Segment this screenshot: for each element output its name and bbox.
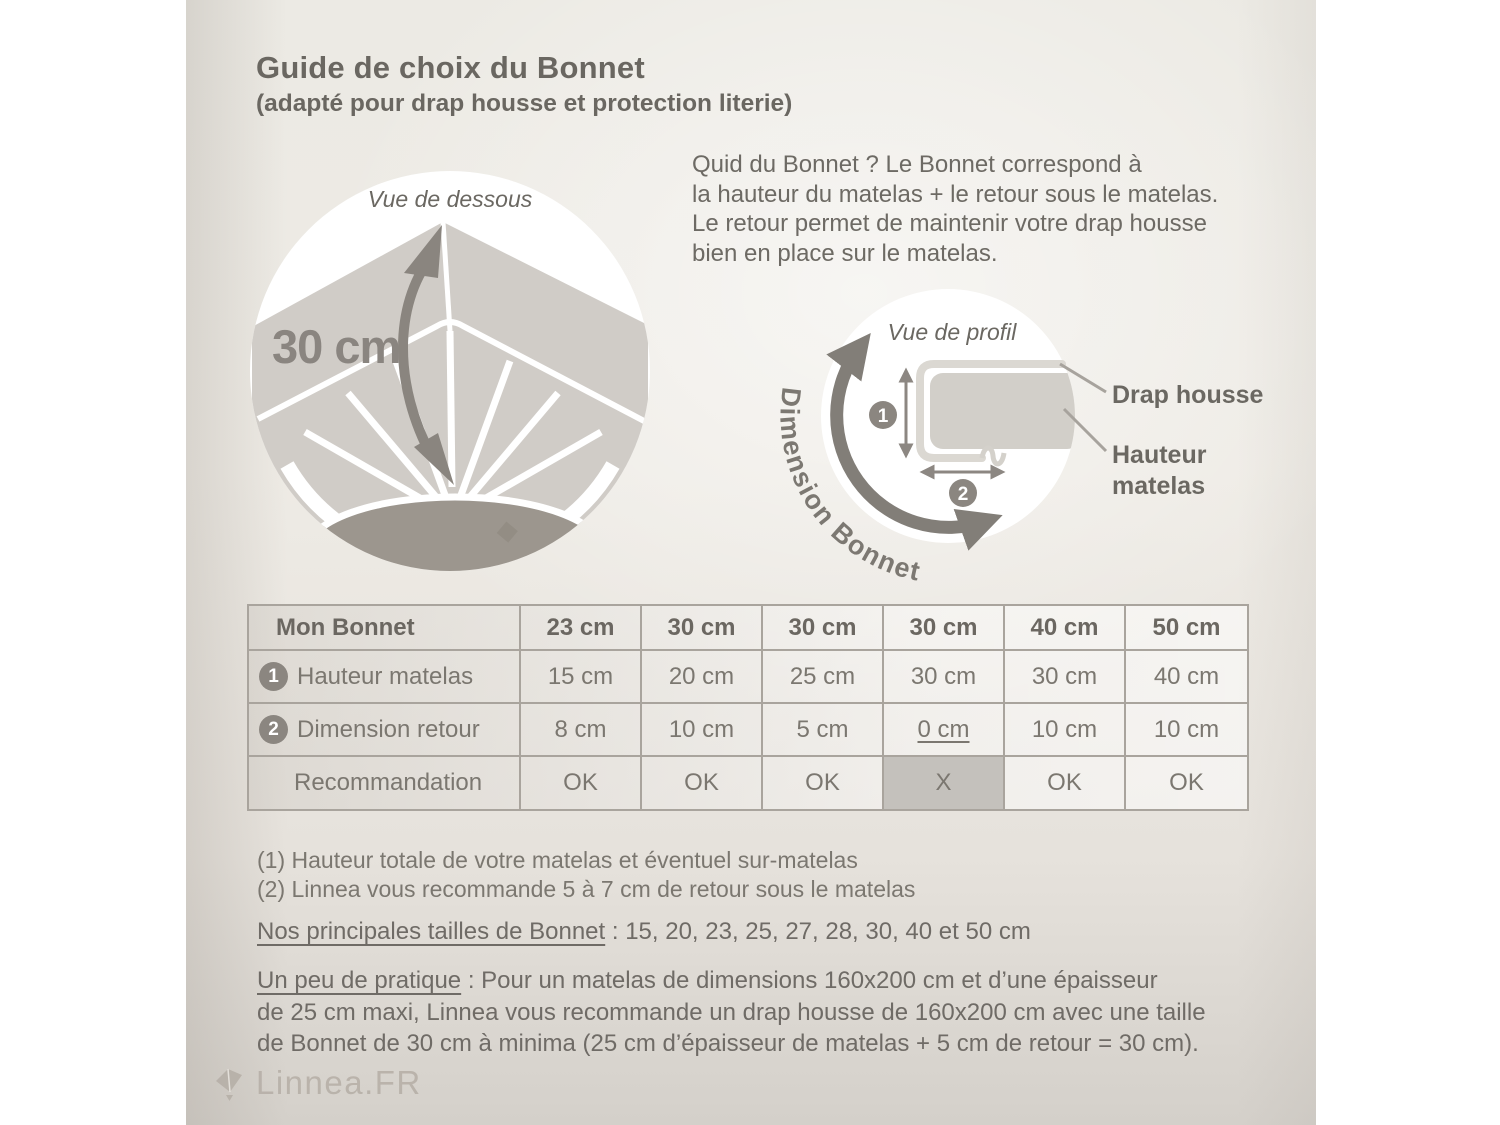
table-cell: 10 cm: [1005, 704, 1126, 757]
table-cell: OK: [642, 757, 763, 809]
marker-1-label: 1: [877, 406, 889, 427]
footnote-1: (1) Hauteur totale de votre matelas et éventuel sur-matelas: [257, 847, 858, 873]
mattress-profile: [930, 373, 1080, 449]
practice-heading: Un peu de pratique: [257, 967, 462, 994]
marker-2-label: 2: [957, 484, 969, 505]
table-cell: OK: [1005, 757, 1126, 809]
table-cell: OK: [521, 757, 642, 809]
table-header-cell: 23 cm: [521, 606, 642, 651]
table-cell: 25 cm: [763, 651, 884, 704]
content-panel: [186, 0, 1316, 1125]
table-cell: 5 cm: [763, 704, 884, 757]
row-label-dimension-retour: 2 Dimension retour: [249, 704, 521, 757]
table-header-cell: 50 cm: [1126, 606, 1247, 651]
intro-line: Le retour permet de maintenir votre drap housse: [692, 210, 1207, 237]
page-title: Guide de choix du Bonnet: [256, 50, 645, 85]
bonnet-sizes-heading: Nos principales tailles de Bonnet: [257, 918, 606, 945]
table-cell: OK: [763, 757, 884, 809]
bonnet-measurement-value: 30 cm: [272, 320, 401, 373]
linnea-diamond-icon: [214, 1065, 246, 1101]
table-header-cell: 30 cm: [763, 606, 884, 651]
row-label-hauteur-matelas: 1 Hauteur matelas: [249, 651, 521, 704]
intro-line: Quid du Bonnet ? Le Bonnet correspond à: [692, 151, 1142, 178]
mattress-height-label: Hauteur matelas: [1112, 441, 1207, 500]
row-label-recommandation: Recommandation: [249, 757, 521, 809]
table-cell-zero-return: 0 cm: [884, 704, 1005, 757]
practice-line: de Bonnet de 30 cm à minima (25 cm d’épaisseur de matelas + 5 cm de retour = 30 cm).: [257, 1030, 1199, 1057]
bonnet-sizes-line: Nos principales tailles de Bonnet : 15, 20, 23, 25, 27, 28, 30, 40 et 50 cm: [257, 918, 1031, 945]
sheet-label: Drap housse: [1112, 381, 1264, 409]
table-cell: 20 cm: [642, 651, 763, 704]
badge-1: 1: [259, 662, 288, 691]
badge-2: 2: [259, 715, 288, 744]
table-cell: 30 cm: [1005, 651, 1126, 704]
linnea-logo-text: Linnea.FR: [256, 1064, 422, 1101]
intro-line: la hauteur du matelas + le retour sous le matelas.: [692, 180, 1219, 208]
linnea-logo: [214, 1064, 422, 1102]
profile-view-caption: Vue de profil: [887, 319, 1017, 345]
table-cell: 8 cm: [521, 704, 642, 757]
table-cell: 10 cm: [642, 704, 763, 757]
table-cell: 15 cm: [521, 651, 642, 704]
intro-paragraph: [692, 150, 1218, 268]
bonnet-size-table: [247, 604, 1249, 811]
table-header-cell: 30 cm: [642, 606, 763, 651]
table-header-cell: 30 cm: [884, 606, 1005, 651]
practice-line: de 25 cm maxi, Linnea vous recommande un drap housse de 160x200 cm avec une taille: [257, 998, 1206, 1026]
practice-line: Un peu de pratique : Pour un matelas de dimensions 160x200 cm et d’une épaisseur: [257, 967, 1158, 994]
table-cell: 40 cm: [1126, 651, 1247, 704]
intro-line: bien en place sur le matelas.: [692, 239, 998, 267]
table-header-cell: 40 cm: [1005, 606, 1126, 651]
bottom-view-diagram: [248, 169, 652, 573]
bottom-view-caption: Vue de dessous: [367, 186, 533, 212]
table-cell-not-recommended: X: [884, 757, 1005, 809]
footnotes: [257, 846, 915, 904]
table-cell: OK: [1169, 769, 1204, 796]
dimension-bonnet-arc-label: Dimension Bonnet: [774, 385, 924, 587]
footnote-2: (2) Linnea vous recommande 5 à 7 cm de retour sous le matelas: [257, 876, 916, 902]
practice-paragraph: [257, 965, 1206, 1060]
table-cell: 10 cm: [1126, 704, 1247, 757]
table-header-cell: Mon Bonnet: [249, 606, 521, 651]
table-cell: 30 cm: [884, 651, 1005, 704]
page-subtitle: (adapté pour drap housse et protection literie): [256, 90, 793, 117]
